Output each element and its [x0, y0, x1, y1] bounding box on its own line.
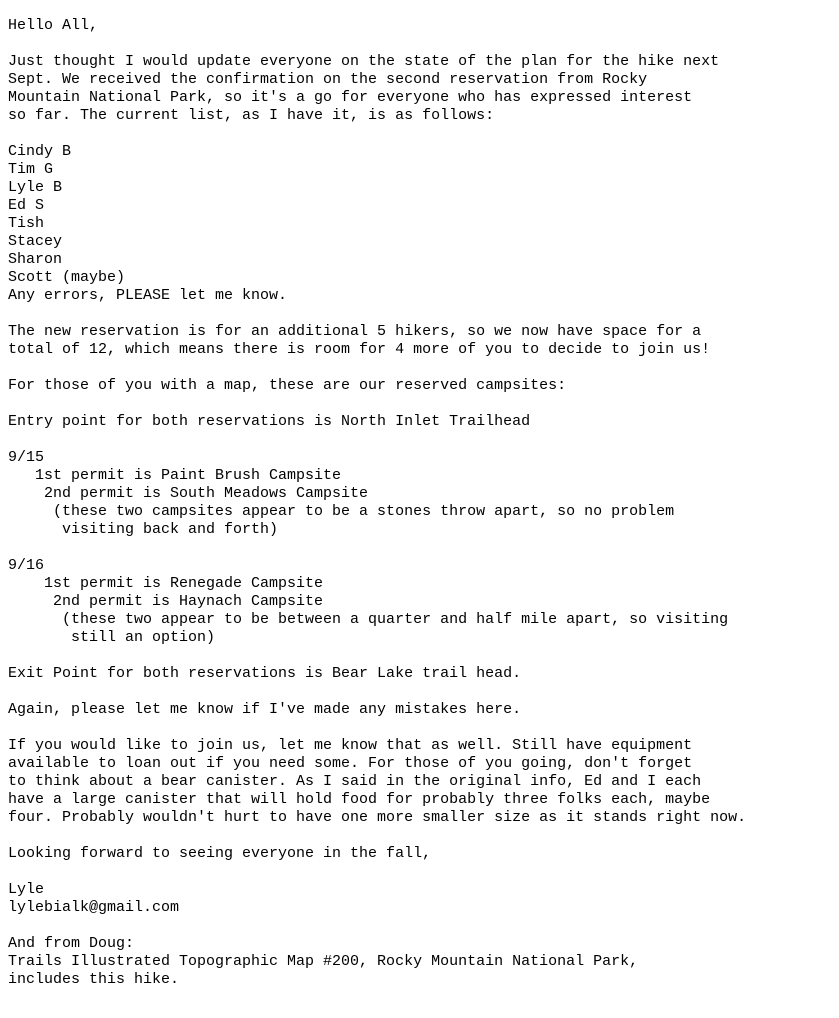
reservation-line: The new reservation is for an additional 5 hikers, so we now have space for a: [8, 323, 702, 340]
doug-note: Trails Illustrated Topographic Map #200, Rocky Mountain National Park,: [8, 953, 639, 970]
day1-permit1: 1st permit is Paint Brush Campsite: [8, 467, 342, 484]
intro-line: Just thought I would update everyone on the state of the plan for the hike next: [8, 53, 720, 70]
day2-date: 9/16: [8, 557, 45, 574]
closing: Looking forward to seeing everyone in the fall,: [8, 845, 432, 862]
hiker-item: Lyle B: [8, 179, 63, 196]
blank-line: [8, 917, 833, 935]
blank-line: [8, 539, 833, 557]
mistakes-note: Again, please let me know if I've made any mistakes here.: [8, 701, 522, 718]
doug-note: includes this hike.: [8, 971, 180, 988]
join-paragraph: [8, 737, 833, 827]
day2-note: still an option): [8, 629, 216, 646]
hiker-item: Cindy B: [8, 143, 72, 160]
hiker-item: Tish: [8, 215, 45, 232]
signature-email: lylebialk@gmail.com: [8, 899, 180, 916]
blank-line: [8, 395, 833, 413]
day2-permit1: 1st permit is Renegade Campsite: [8, 575, 324, 592]
hiker-item: Scott (maybe): [8, 269, 126, 286]
blank-line: [8, 431, 833, 449]
reservation-line: total of 12, which means there is room for 4 more of you to decide to join us!: [8, 341, 711, 358]
day2-permit2: 2nd permit is Haynach Campsite: [8, 593, 324, 610]
day2-block: [8, 557, 833, 647]
new-reservation-paragraph: [8, 323, 833, 359]
intro-paragraph: [8, 53, 833, 125]
join-line: If you would like to join us, let me know that as well. Still have equipment: [8, 737, 693, 754]
blank-line: [8, 359, 833, 377]
day1-note: visiting back and forth): [8, 521, 279, 538]
intro-line: so far. The current list, as I have it, is as follows:: [8, 107, 495, 124]
doug-header: And from Doug:: [8, 935, 135, 952]
hiker-item: Tim G: [8, 161, 54, 178]
hiker-item: Sharon: [8, 251, 63, 268]
hiker-item: Ed S: [8, 197, 45, 214]
day1-block: [8, 449, 833, 539]
entry-point: Entry point for both reservations is North Inlet Trailhead: [8, 413, 531, 430]
blank-line: [8, 683, 833, 701]
hiker-item: Stacey: [8, 233, 63, 250]
email-body: [8, 17, 833, 989]
intro-line: Sept. We received the confirmation on the second reservation from Rocky: [8, 71, 648, 88]
join-line: four. Probably wouldn't hurt to have one more smaller size as it stands right now.: [8, 809, 747, 826]
join-line: have a large canister that will hold food for probably three folks each, maybe: [8, 791, 711, 808]
map-intro: For those of you with a map, these are our reserved campsites:: [8, 377, 567, 394]
blank-line: [8, 863, 833, 881]
blank-line: [8, 719, 833, 737]
errors-note: Any errors, PLEASE let me know.: [8, 287, 288, 304]
join-line: available to loan out if you need some. For those of you going, don't forget: [8, 755, 693, 772]
hiker-list: [8, 143, 833, 287]
exit-point: Exit Point for both reservations is Bear Lake trail head.: [8, 665, 522, 682]
blank-line: [8, 647, 833, 665]
day1-date: 9/15: [8, 449, 45, 466]
day1-permit2: 2nd permit is South Meadows Campsite: [8, 485, 369, 502]
signature-name: Lyle: [8, 881, 45, 898]
blank-line: [8, 305, 833, 323]
greeting: Hello All,: [8, 17, 99, 34]
blank-line: [8, 35, 833, 53]
blank-line: [8, 827, 833, 845]
join-line: to think about a bear canister. As I said in the original info, Ed and I each: [8, 773, 702, 790]
blank-line: [8, 125, 833, 143]
day2-note: (these two appear to be between a quarter and half mile apart, so visiting: [8, 611, 729, 628]
intro-line: Mountain National Park, so it's a go for everyone who has expressed interest: [8, 89, 693, 106]
day1-note: (these two campsites appear to be a stones throw apart, so no problem: [8, 503, 675, 520]
